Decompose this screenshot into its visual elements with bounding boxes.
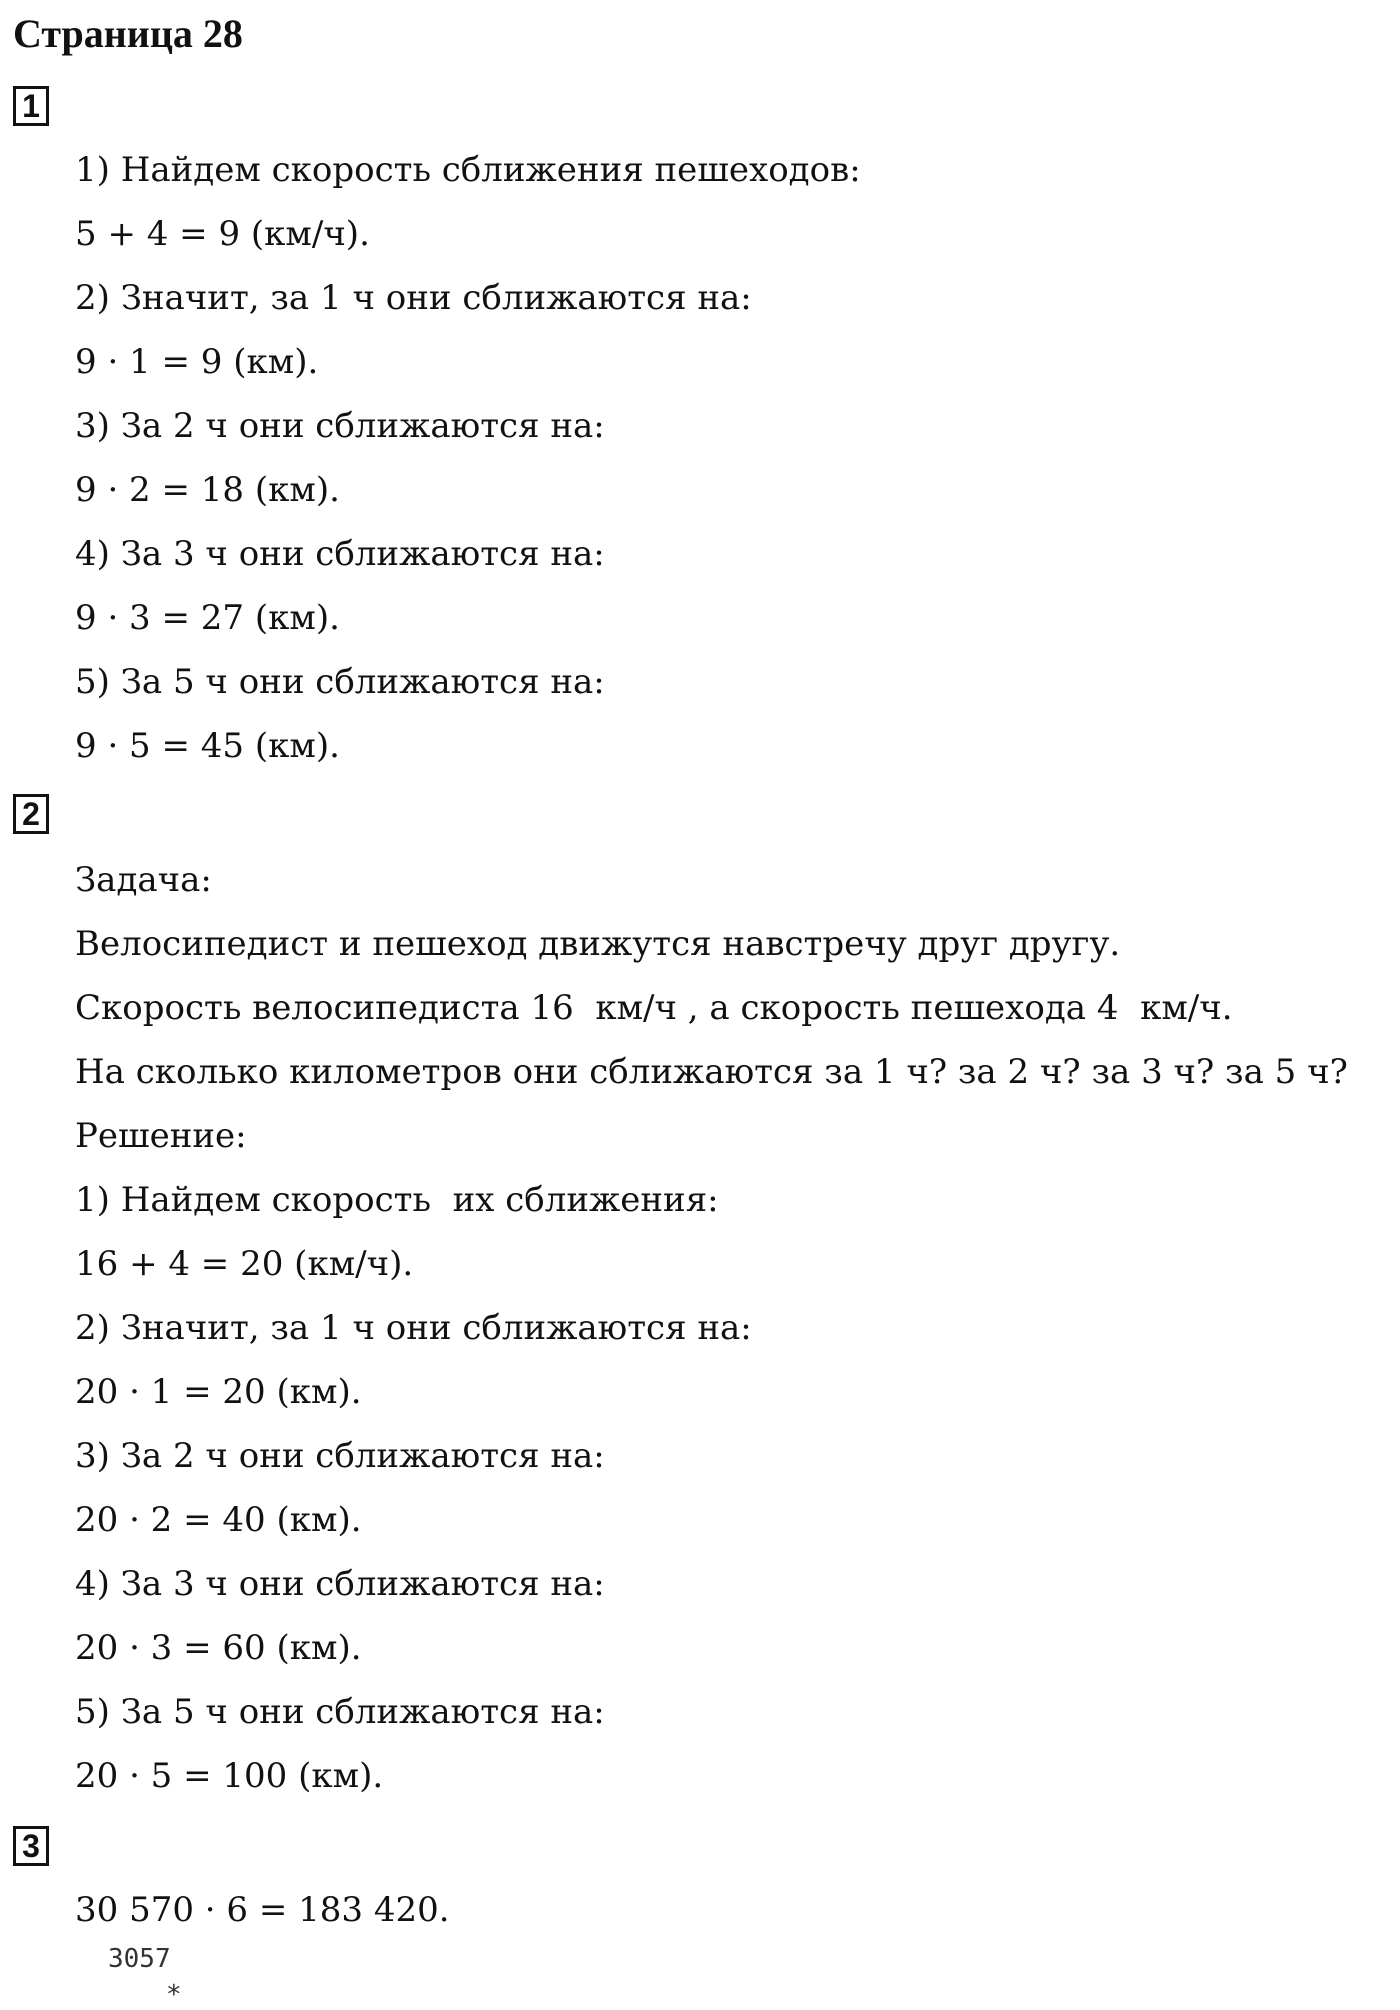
page-title: Страница 28 bbox=[13, 11, 243, 56]
task-2-line: 1) Найдем скорость их сближения: bbox=[75, 1180, 719, 1220]
task-1-line: 5 + 4 = 9 (км/ч). bbox=[75, 214, 370, 254]
task-2-line: На сколько километров они сближаются за 1 ч? за 2 ч? за 3 ч? за 5 ч? bbox=[75, 1052, 1348, 1092]
column-multiplication-operand: 3057 bbox=[108, 1944, 171, 1974]
task-number-1: 1 bbox=[13, 86, 49, 126]
task-1-line: 9 · 2 = 18 (км). bbox=[75, 470, 340, 510]
task-1-line: 2) Значит, за 1 ч они сближаются на: bbox=[75, 278, 752, 318]
task-3-line: 30 570 · 6 = 183 420. bbox=[75, 1890, 450, 1930]
task-2-line: 20 · 5 = 100 (км). bbox=[75, 1756, 384, 1796]
task-2-line: Решение: bbox=[75, 1116, 247, 1156]
task-2-line: 5) За 5 ч они сближаются на: bbox=[75, 1692, 605, 1732]
task-2-line: 3) За 2 ч они сближаются на: bbox=[75, 1436, 605, 1476]
task-number-2: 2 bbox=[13, 794, 49, 834]
task-2-line: 4) За 3 ч они сближаются на: bbox=[75, 1564, 605, 1604]
task-2-line: 20 · 1 = 20 (км). bbox=[75, 1372, 362, 1412]
task-2-line: 16 + 4 = 20 (км/ч). bbox=[75, 1244, 414, 1284]
task-1-line: 9 · 3 = 27 (км). bbox=[75, 598, 340, 638]
task-1-line: 5) За 5 ч они сближаются на: bbox=[75, 662, 605, 702]
task-number-3: 3 bbox=[13, 1826, 49, 1866]
task-2-line: Велосипедист и пешеход движутся навстречу друг другу. bbox=[75, 924, 1121, 964]
task-1-line: 1) Найдем скорость сближения пешеходов: bbox=[75, 150, 861, 190]
task-2-line: Задача: bbox=[75, 860, 212, 900]
task-2-line: 2) Значит, за 1 ч они сближаются на: bbox=[75, 1308, 752, 1348]
task-2-line: 20 · 2 = 40 (км). bbox=[75, 1500, 362, 1540]
task-2-line: Скорость велосипедиста 16 км/ч , а скорость пешехода 4 км/ч. bbox=[75, 988, 1233, 1028]
task-1-line: 4) За 3 ч они сближаются на: bbox=[75, 534, 605, 574]
task-1-line: 9 · 1 = 9 (км). bbox=[75, 342, 319, 382]
task-1-line: 9 · 5 = 45 (км). bbox=[75, 726, 340, 766]
column-multiplication-sign: * bbox=[166, 1980, 182, 2010]
task-2-line: 20 · 3 = 60 (км). bbox=[75, 1628, 362, 1668]
task-1-line: 3) За 2 ч они сближаются на: bbox=[75, 406, 605, 446]
